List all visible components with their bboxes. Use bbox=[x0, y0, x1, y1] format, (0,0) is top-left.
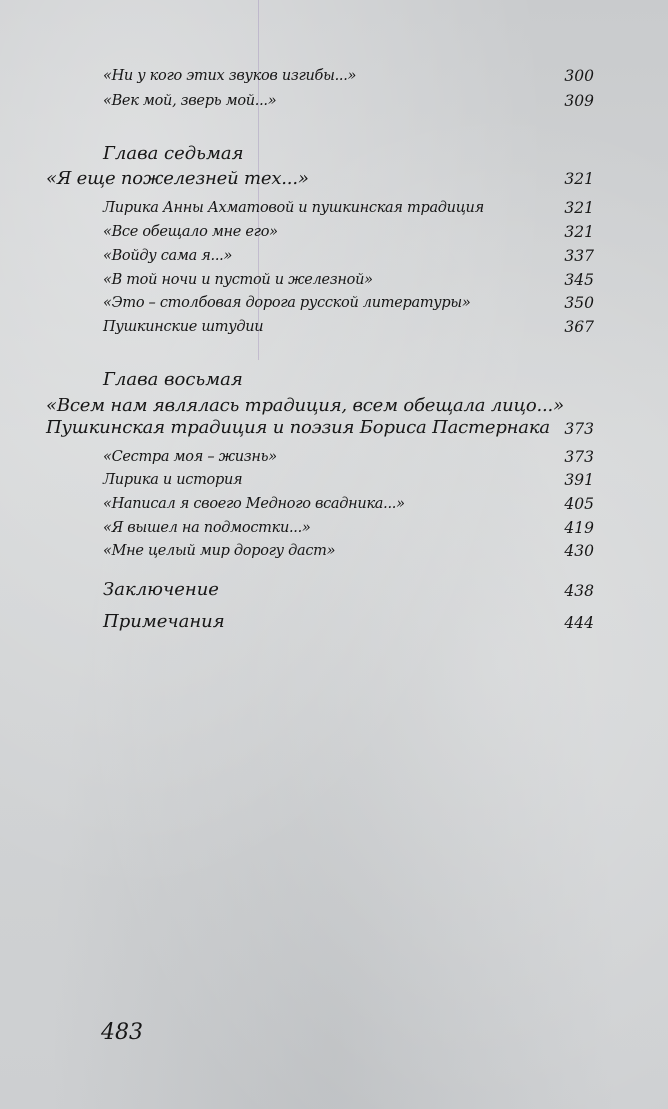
toc-entry-title: «Мне целый мир дорогу даст» bbox=[103, 543, 336, 559]
toc-entry-title: «Я вышел на подмостки...» bbox=[103, 520, 311, 536]
toc-entry-page: 321 bbox=[564, 223, 594, 241]
toc-entry-title: «Все обещало мне его» bbox=[103, 224, 278, 240]
chapter-heading: Глава седьмая bbox=[103, 143, 244, 164]
toc-entry-title: Лирика Анны Ахматовой и пушкинская традиция bbox=[103, 200, 484, 216]
toc-entry-page: 373 bbox=[564, 420, 594, 438]
chapter-title: «Я еще пожелезней тех...» bbox=[46, 168, 309, 189]
toc-entry-page: 373 bbox=[564, 448, 594, 466]
toc-entry-title: «Сестра моя – жизнь» bbox=[103, 449, 277, 465]
toc-entry-page: 321 bbox=[564, 199, 594, 217]
toc-entry-title: Лирика и история bbox=[103, 472, 243, 488]
toc-entry-title: Примечания bbox=[103, 611, 225, 632]
toc-entry-title: Пушкинские штудии bbox=[103, 319, 264, 335]
chapter-heading: Глава восьмая bbox=[103, 369, 243, 390]
toc-entry-title: «Ни у кого этих звуков изгибы...» bbox=[103, 68, 357, 84]
toc-entry-page: 309 bbox=[564, 92, 594, 110]
toc-entry-page: 430 bbox=[564, 542, 594, 560]
toc-entry-title: «Войду сама я...» bbox=[103, 248, 233, 264]
page-number: 483 bbox=[101, 1020, 143, 1045]
toc-entry-title: Заключение bbox=[103, 579, 219, 600]
toc-entry-title: «Написал я своего Медного всадника...» bbox=[103, 496, 405, 512]
toc-entry-title: «Это – столбовая дорога русской литературы» bbox=[103, 295, 471, 311]
chapter-title: «Всем нам являлась традиция, всем обещала лицо...» bbox=[46, 395, 564, 416]
toc-entry-page: 337 bbox=[564, 247, 594, 265]
toc-entry-page: 300 bbox=[564, 67, 594, 85]
toc-entry-title: «В той ночи и пустой и железной» bbox=[103, 272, 373, 288]
toc-entry-page: 391 bbox=[564, 471, 594, 489]
toc-entry-page: 405 bbox=[564, 495, 594, 513]
toc-entry-page: 350 bbox=[564, 294, 594, 312]
toc-entry-title: «Век мой, зверь мой...» bbox=[103, 93, 277, 109]
toc-entry-page: 321 bbox=[564, 170, 594, 188]
toc-entry-page: 345 bbox=[564, 271, 594, 289]
chapter-title: Пушкинская традиция и поэзия Бориса Пастернака bbox=[46, 417, 550, 438]
toc-entry-page: 444 bbox=[564, 614, 594, 632]
toc-entry-page: 438 bbox=[564, 582, 594, 600]
toc-entry-page: 367 bbox=[564, 318, 594, 336]
toc-entry-page: 419 bbox=[564, 519, 594, 537]
